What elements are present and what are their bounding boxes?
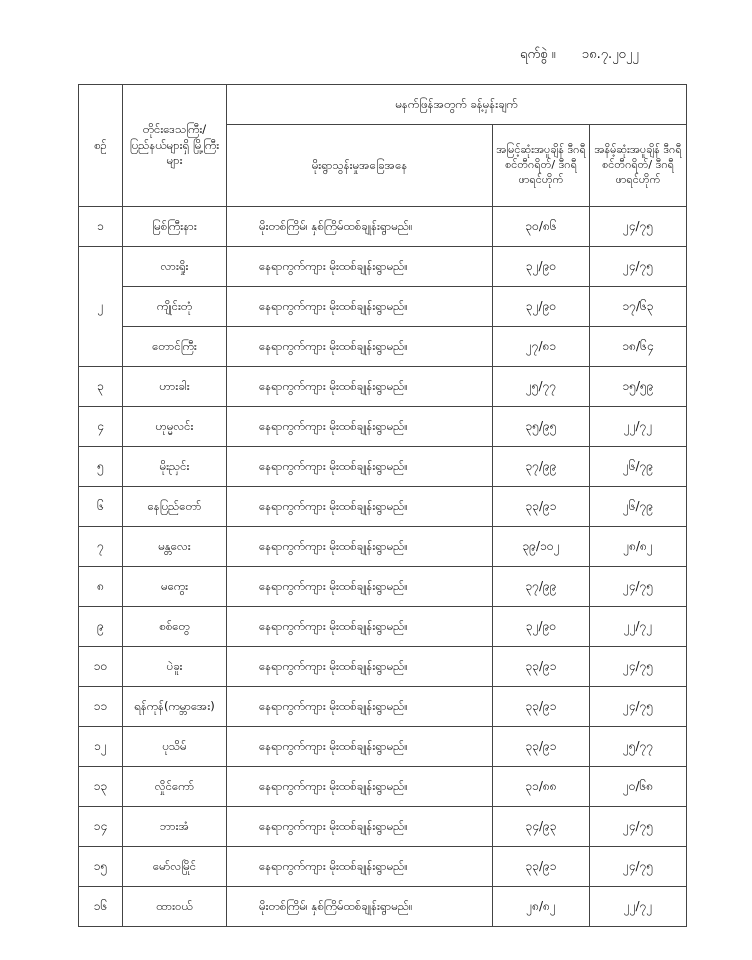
serial-no-cell: ၂ bbox=[79, 247, 123, 367]
min-temperature-cell: ၂၂/၇၂ bbox=[590, 407, 687, 447]
min-temperature-cell: ၂၄/၇၅ bbox=[590, 567, 687, 607]
min-temperature-cell: ၂၆/၇၉ bbox=[590, 487, 687, 527]
header-rain-condition: မိုးရွာသွန်းမှုအခြေအနေ bbox=[227, 125, 493, 207]
max-temperature-cell: ၃၃/၉၁ bbox=[493, 687, 590, 727]
rain-condition-cell: နေရာကွက်ကျား မိုးထစ်ချုန်းရွာမည်။ bbox=[227, 647, 493, 687]
rain-condition-cell: နေရာကွက်ကျား မိုးထစ်ချုန်းရွာမည်။ bbox=[227, 807, 493, 847]
serial-no-cell: ၁၀ bbox=[79, 647, 123, 687]
city-cell: လားရှိုး bbox=[123, 247, 227, 287]
header-city: တိုင်းဒေသကြီး/ ပြည်နယ်များရှိ မြို့ကြီးများ bbox=[123, 85, 227, 207]
min-temperature-cell: ၂၀/၆၈ bbox=[590, 767, 687, 807]
table-row bbox=[79, 727, 687, 767]
rain-condition-cell: နေရာကွက်ကျား မိုးထစ်ချုန်းရွာမည်။ bbox=[227, 607, 493, 647]
city-cell: ထားဝယ် bbox=[123, 887, 227, 927]
rain-condition-cell: နေရာကွက်ကျား မိုးထစ်ချုန်းရွာမည်။ bbox=[227, 407, 493, 447]
weather-forecast-table bbox=[78, 84, 687, 927]
min-temperature-cell: ၂၈/၈၂ bbox=[590, 527, 687, 567]
table-row bbox=[79, 607, 687, 647]
rain-condition-cell: နေရာကွက်ကျား မိုးထစ်ချုန်းရွာမည်။ bbox=[227, 767, 493, 807]
serial-no-cell: ၅ bbox=[79, 447, 123, 487]
max-temperature-cell: ၃၃/၉၁ bbox=[493, 727, 590, 767]
serial-no-cell: ၈ bbox=[79, 567, 123, 607]
table-row bbox=[79, 207, 687, 247]
min-temperature-cell: ၁၅/၅၉ bbox=[590, 367, 687, 407]
city-cell: ဟားခါး bbox=[123, 367, 227, 407]
table-row bbox=[79, 407, 687, 447]
max-temperature-cell: ၃၇/၉၉ bbox=[493, 447, 590, 487]
table-body bbox=[79, 207, 687, 927]
city-cell: ရန်ကုန်(ကမ္ဘာအေး) bbox=[123, 687, 227, 727]
date-label: ရက်စွဲ ။ bbox=[520, 47, 556, 62]
table-row bbox=[79, 767, 687, 807]
header-min-temperature: အနိမ့်ဆုံးအပူချိန် ဒီဂရီစင်တီဂရိတ်/ ဒီဂရီဖာရင်ဟိုက် bbox=[590, 125, 687, 207]
serial-no-cell: ၆ bbox=[79, 487, 123, 527]
max-temperature-cell: ၂၈/၈၂ bbox=[493, 887, 590, 927]
document-date bbox=[520, 46, 639, 65]
max-temperature-cell: ၃၂/၉၀ bbox=[493, 247, 590, 287]
rain-condition-cell: မိုးတစ်ကြိမ်၊ နှစ်ကြိမ်ထစ်ချုန်းရွာမည်။ bbox=[227, 207, 493, 247]
max-temperature-cell: ၃၂/၉၀ bbox=[493, 607, 590, 647]
table-row bbox=[79, 447, 687, 487]
serial-no-cell: ၁၅ bbox=[79, 847, 123, 887]
serial-no-cell: ၁၃ bbox=[79, 767, 123, 807]
max-temperature-cell: ၃၁/၈၈ bbox=[493, 767, 590, 807]
serial-no-cell: ၄ bbox=[79, 407, 123, 447]
city-cell: မကွေး bbox=[123, 567, 227, 607]
city-cell: တောင်ကြီး bbox=[123, 327, 227, 367]
table-row bbox=[79, 487, 687, 527]
max-temperature-cell: ၃၀/၈၆ bbox=[493, 207, 590, 247]
table-row bbox=[79, 567, 687, 607]
max-temperature-cell: ၂၇/၈၁ bbox=[493, 327, 590, 367]
city-cell: စစ်တွေ bbox=[123, 607, 227, 647]
min-temperature-cell: ၂၂/၇၂ bbox=[590, 887, 687, 927]
serial-no-cell: ၃ bbox=[79, 367, 123, 407]
min-temperature-cell: ၂၄/၇၅ bbox=[590, 807, 687, 847]
serial-no-cell: ၁၄ bbox=[79, 807, 123, 847]
table-row bbox=[79, 367, 687, 407]
min-temperature-cell: ၂၄/၇၅ bbox=[590, 847, 687, 887]
rain-condition-cell: နေရာကွက်ကျား မိုးထစ်ချုန်းရွာမည်။ bbox=[227, 847, 493, 887]
header-serial-no: စဉ် bbox=[79, 85, 123, 207]
city-cell: ဘားအံ bbox=[123, 807, 227, 847]
table-row bbox=[79, 247, 687, 287]
table-row bbox=[79, 847, 687, 887]
rain-condition-cell: နေရာကွက်ကျား မိုးထစ်ချုန်းရွာမည်။ bbox=[227, 687, 493, 727]
city-cell: ပုသိမ် bbox=[123, 727, 227, 767]
table-row bbox=[79, 327, 687, 367]
rain-condition-cell: နေရာကွက်ကျား မိုးထစ်ချုန်းရွာမည်။ bbox=[227, 287, 493, 327]
city-cell: ပဲခူး bbox=[123, 647, 227, 687]
max-temperature-cell: ၃၃/၉၁ bbox=[493, 647, 590, 687]
city-cell: လှိုင်ကော် bbox=[123, 767, 227, 807]
table-row bbox=[79, 287, 687, 327]
max-temperature-cell: ၂၅/၇၇ bbox=[493, 367, 590, 407]
city-cell: ဟုမ္မလင်း bbox=[123, 407, 227, 447]
city-cell: မိုးညှင်း bbox=[123, 447, 227, 487]
city-cell: မြစ်ကြီးနား bbox=[123, 207, 227, 247]
rain-condition-cell: နေရာကွက်ကျား မိုးထစ်ချုန်းရွာမည်။ bbox=[227, 367, 493, 407]
min-temperature-cell: ၁၈/၆၄ bbox=[590, 327, 687, 367]
rain-condition-cell: နေရာကွက်ကျား မိုးထစ်ချုန်းရွာမည်။ bbox=[227, 567, 493, 607]
date-value: ၁၈.၇.၂၀၂၂ bbox=[581, 47, 639, 62]
table-row bbox=[79, 647, 687, 687]
serial-no-cell: ၁၁ bbox=[79, 687, 123, 727]
rain-condition-cell: နေရာကွက်ကျား မိုးထစ်ချုန်းရွာမည်။ bbox=[227, 247, 493, 287]
max-temperature-cell: ၃၃/၉၁ bbox=[493, 487, 590, 527]
city-cell: ကျိုင်းတုံ bbox=[123, 287, 227, 327]
rain-condition-cell: နေရာကွက်ကျား မိုးထစ်ချုန်းရွာမည်။ bbox=[227, 487, 493, 527]
min-temperature-cell: ၂၄/၇၅ bbox=[590, 647, 687, 687]
table-row bbox=[79, 887, 687, 927]
rain-condition-cell: နေရာကွက်ကျား မိုးထစ်ချုန်းရွာမည်။ bbox=[227, 727, 493, 767]
max-temperature-cell: ၃၄/၉၃ bbox=[493, 807, 590, 847]
max-temperature-cell: ၃၇/၉၉ bbox=[493, 567, 590, 607]
rain-condition-cell: နေရာကွက်ကျား မိုးထစ်ချုန်းရွာမည်။ bbox=[227, 327, 493, 367]
serial-no-cell: ၁၆ bbox=[79, 887, 123, 927]
city-cell: မော်လမြိုင် bbox=[123, 847, 227, 887]
min-temperature-cell: ၂၄/၇၅ bbox=[590, 207, 687, 247]
city-cell: မန္တလေး bbox=[123, 527, 227, 567]
min-temperature-cell: ၂၄/၇၅ bbox=[590, 687, 687, 727]
min-temperature-cell: ၂၅/၇၇ bbox=[590, 727, 687, 767]
max-temperature-cell: ၃၉/၁၀၂ bbox=[493, 527, 590, 567]
rain-condition-cell: နေရာကွက်ကျား မိုးထစ်ချုန်းရွာမည်။ bbox=[227, 447, 493, 487]
min-temperature-cell: ၂၄/၇၅ bbox=[590, 247, 687, 287]
max-temperature-cell: ၃၅/၉၅ bbox=[493, 407, 590, 447]
serial-no-cell: ၇ bbox=[79, 527, 123, 567]
header-forecast-group: မနက်ဖြန်အတွက် ခန့်မှန်းချက် bbox=[227, 85, 687, 125]
serial-no-cell: ၁ bbox=[79, 207, 123, 247]
rain-condition-cell: မိုးတစ်ကြိမ်၊ နှစ်ကြိမ်ထစ်ချုန်းရွာမည်။ bbox=[227, 887, 493, 927]
table-row bbox=[79, 687, 687, 727]
min-temperature-cell: ၂၂/၇၂ bbox=[590, 607, 687, 647]
min-temperature-cell: ၁၇/၆၃ bbox=[590, 287, 687, 327]
max-temperature-cell: ၃၂/၉၀ bbox=[493, 287, 590, 327]
min-temperature-cell: ၂၆/၇၉ bbox=[590, 447, 687, 487]
table-row bbox=[79, 527, 687, 567]
table-row bbox=[79, 807, 687, 847]
max-temperature-cell: ၃၃/၉၁ bbox=[493, 847, 590, 887]
serial-no-cell: ၉ bbox=[79, 607, 123, 647]
serial-no-cell: ၁၂ bbox=[79, 727, 123, 767]
rain-condition-cell: နေရာကွက်ကျား မိုးထစ်ချုန်းရွာမည်။ bbox=[227, 527, 493, 567]
header-max-temperature: အမြင့်ဆုံးအပူချိန် ဒီဂရီစင်တီဂရိတ်/ ဒီဂရီဖာရင်ဟိုက် bbox=[493, 125, 590, 207]
city-cell: နေပြည်တော် bbox=[123, 487, 227, 527]
